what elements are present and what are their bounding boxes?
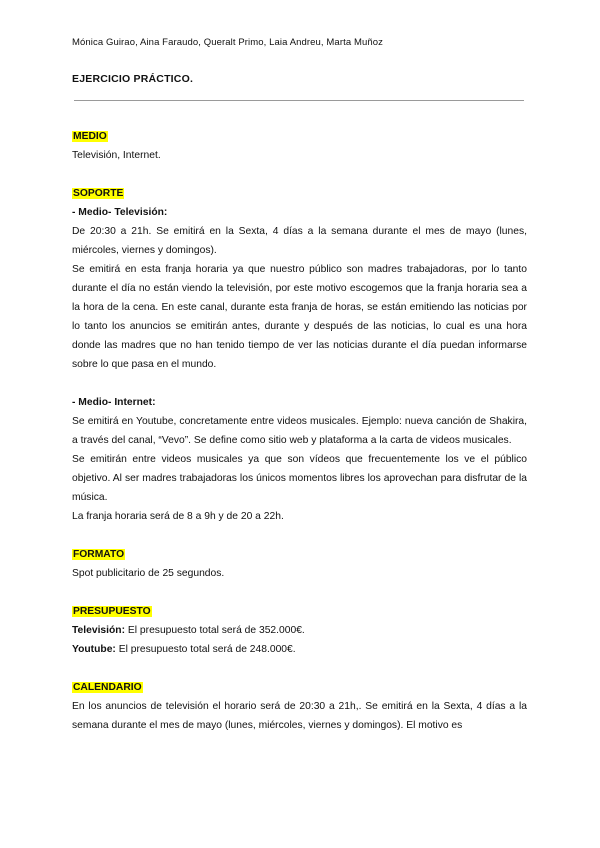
title-divider — [74, 100, 524, 101]
section-formato — [72, 545, 527, 564]
soporte-internet-paragraph-3: La franja horaria será de 8 a 9h y de 20 a 22h. — [72, 511, 284, 522]
page-header-authors: Mónica Guirao, Aina Faraudo, Queralt Primo, Laia Andreu, Marta Muñoz — [72, 37, 383, 48]
calendario-heading: CALENDARIO — [73, 682, 142, 693]
soporte-heading: SOPORTE — [73, 188, 124, 199]
presupuesto-heading: PRESUPUESTO — [73, 606, 151, 617]
soporte-internet-subheading: - Medio- Internet: — [72, 397, 156, 408]
document-body — [72, 127, 527, 735]
calendario-text: En los anuncios de televisión el horario será de 20:30 a 21h,. Se emitirá en la Sexta, 4 días a la semana durante el mes de mayo (lunes, miércoles, viernes y domingos). El motivo es — [72, 701, 527, 731]
section-medio — [72, 127, 527, 146]
presupuesto-youtube-line — [72, 640, 527, 659]
document-title: EJERCICIO PRÁCTICO. — [72, 73, 194, 85]
formato-text: Spot publicitario de 25 segundos. — [72, 568, 225, 579]
presupuesto-youtube-label: Youtube: — [72, 644, 116, 655]
section-calendario — [72, 678, 527, 697]
section-soporte — [72, 184, 527, 203]
presupuesto-tv-text: El presupuesto total será de 352.000€. — [125, 625, 305, 636]
presupuesto-youtube-text: El presupuesto total será de 248.000€. — [115, 644, 296, 655]
soporte-tv-subheading: - Medio- Televisión: — [72, 207, 168, 218]
presupuesto-tv-label: Televisión: — [72, 625, 126, 636]
soporte-internet-paragraph-2: Se emitirán entre videos musicales ya que son vídeos que frecuentemente los ve el público objetivo. Al ser madres trabajadoras los únicos momentos libres los aprovechan para disfrutar de la música. — [72, 454, 527, 503]
section-presupuesto — [72, 602, 527, 621]
soporte-tv-paragraph-2: Se emitirá en esta franja horaria ya que nuestro público son madres trabajadoras, por lo tanto durante el día no están viendo la televisión, por este motivo escogemos que la franja horaria sea a la hora de la cena. En este canal, durante esta franja de horas, se están emitiendo las noticias por lo tanto los anuncios se emitirán antes, durante y después de las noticias, lo cual es una hora donde las madres que no han tenido tiempo de ver las noticias durante el día puedan informarse sobre lo que pasa en el mundo. — [72, 264, 527, 370]
medio-text: Televisión, Internet. — [72, 150, 161, 161]
soporte-internet-paragraph-1: Se emitirá en Youtube, concretamente entre videos musicales. Ejemplo: nueva canción de Shakira, a través del canal, “Vevo”. Se define como sitio web y plataforma a la carta de videos musicales. — [72, 416, 527, 446]
soporte-tv-paragraph-1: De 20:30 a 21h. Se emitirá en la Sexta, 4 días a la semana durante el mes de mayo (lunes, miércoles, viernes y domingos). — [72, 226, 527, 256]
formato-heading: FORMATO — [73, 549, 125, 560]
presupuesto-tv-line — [72, 621, 527, 640]
medio-heading: MEDIO — [73, 131, 107, 142]
